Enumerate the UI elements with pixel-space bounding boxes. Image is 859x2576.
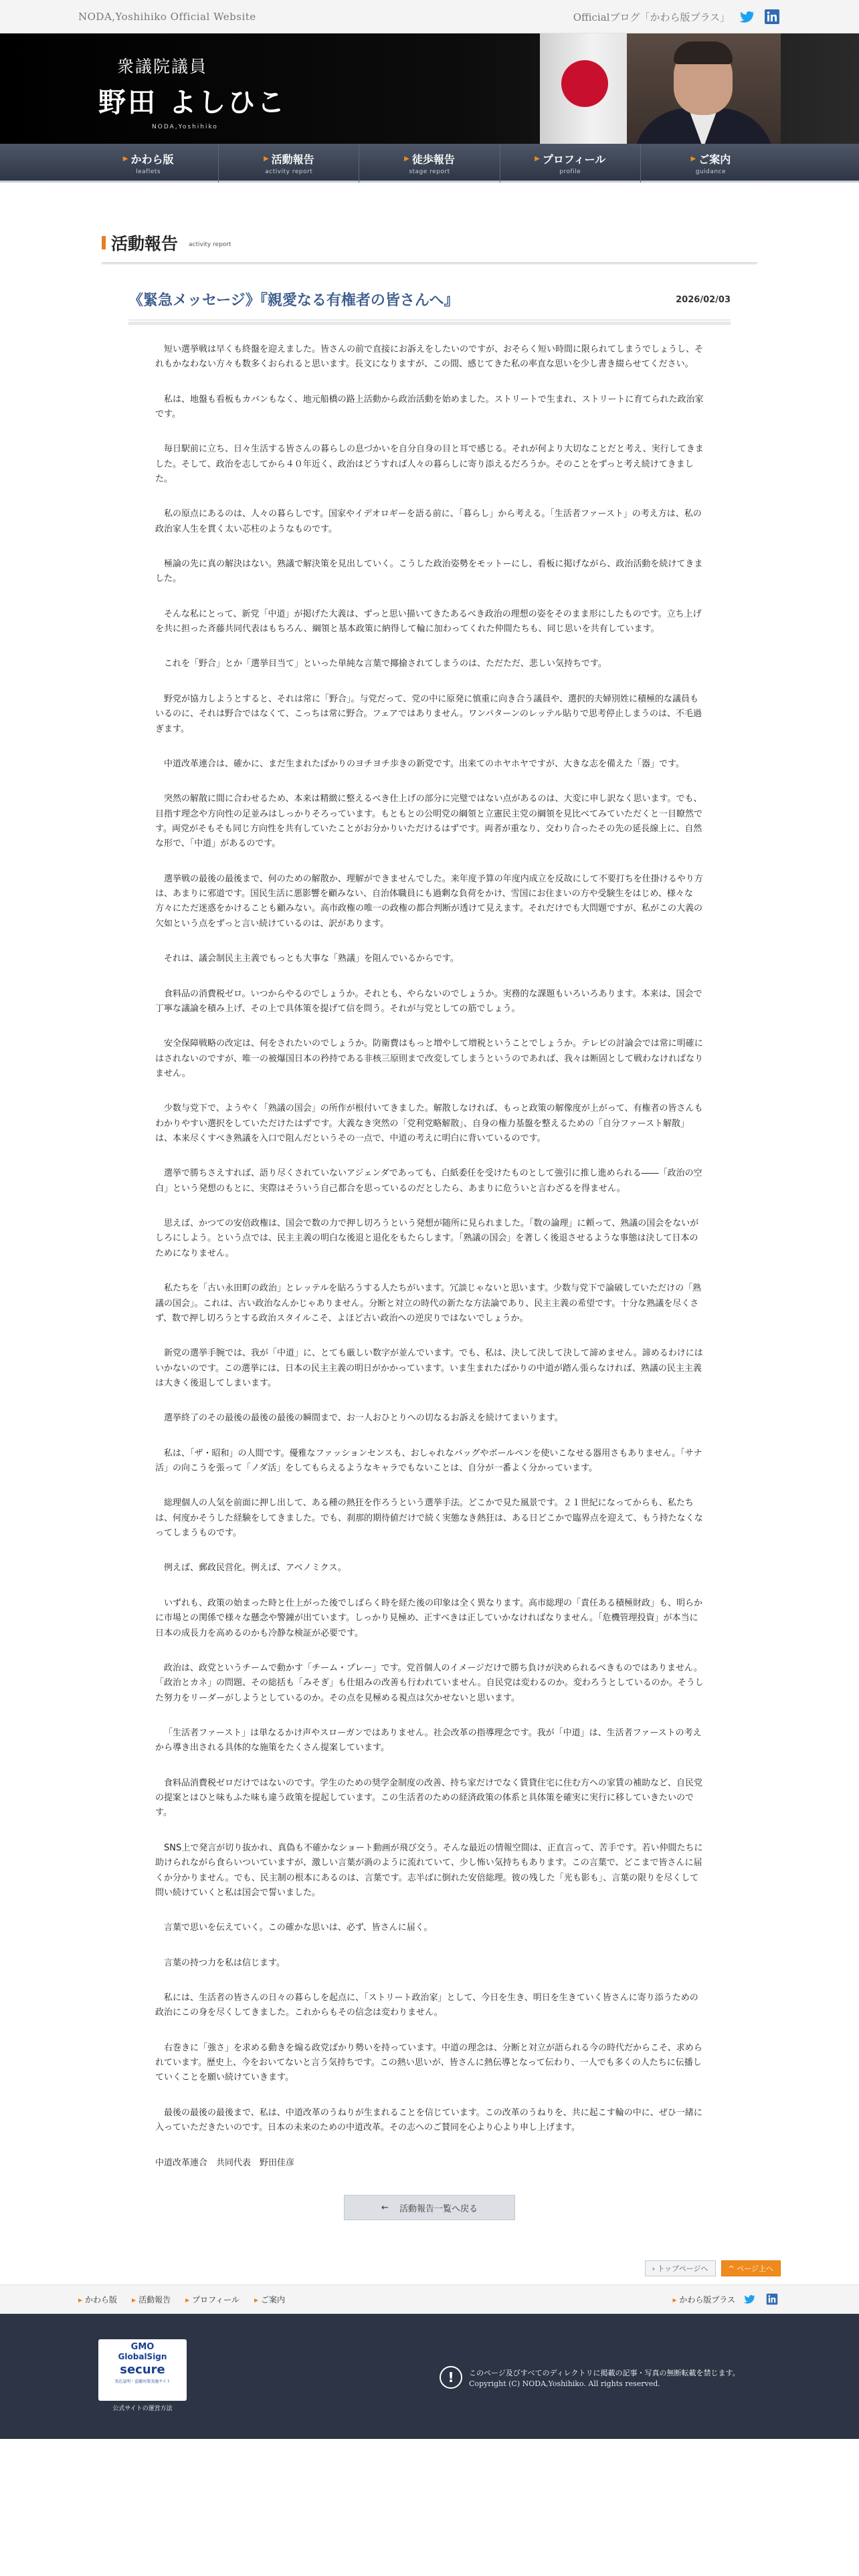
nav-sublabel: profile bbox=[559, 169, 581, 175]
footer-link-label: ご案内 bbox=[260, 2294, 285, 2304]
article-paragraph: これを「野合」とか「選挙目当て」といった単純な言葉で揶揄されてしまうのは、ただただ、悲しい気持ちです。 bbox=[164, 659, 607, 669]
nav-item-guidance[interactable] bbox=[640, 144, 781, 183]
nav-sublabel: leaflets bbox=[136, 169, 161, 175]
nav-label: かわら版 bbox=[130, 153, 174, 166]
exclamation-icon: ! bbox=[440, 2366, 462, 2389]
japan-flag-image bbox=[540, 33, 627, 144]
caret-right-icon: ▶ bbox=[535, 155, 540, 163]
article-paragraph: 言葉で思いを伝えていく。この確かな思いは、必ず、皆さんに届く。 bbox=[164, 1923, 433, 1933]
header-office: 衆議院議員 bbox=[117, 57, 208, 76]
seal-name: GlobalSign bbox=[118, 2352, 167, 2362]
caret-right-icon: ▸ bbox=[672, 2294, 677, 2304]
article-body bbox=[155, 342, 704, 2169]
article-paragraph: 毎日駅前に立ち、日々生活する皆さんの暮らしの息づかいを自分自身の目と耳で感じる。それが何より大切なことだと考え、実行してきました。そして、政治を志してから４０年近く、政治はどうすれば人々の暮らしに寄り添えるだろうか。そのことをずっと考え続けてきました。 bbox=[155, 444, 704, 484]
nav-label: 活動報告 bbox=[271, 153, 314, 166]
title-divider bbox=[128, 322, 731, 325]
nav-sublabel: activity report bbox=[265, 169, 313, 175]
article-paragraph: 言葉の持つ力を私は信じます。 bbox=[164, 1957, 285, 1968]
article-paragraph: 政治は、政党というチームで動かす「チーム・プレー」です。党首個人のイメージだけで勝ち負けが決められるべきものではありません。「政治とカネ」の問題、その総括も「みそぎ」も仕組みの改善も行われていません。自民党は変わるのか。変わろうとしているのか。そうした努力をリーダーがしようとしているのか。その点を見極める視点は欠かせないと思います。 bbox=[155, 1662, 704, 1703]
header-name: 野田 よしひこ bbox=[98, 86, 287, 118]
nav-sublabel: guidance bbox=[695, 169, 727, 175]
article-paragraph: 短い選挙戦は早くも終盤を迎えました。皆さんの前で直接にお訴えをしたいのですが、おそらく短い時間に限られてしまうでしょうし、それもかなわない方々も数多くおられると思います。長文になりますが、この間、感じてきた私の率直な思いを少し書き綴らせてください。 bbox=[155, 344, 704, 370]
nav-item-stage-report[interactable] bbox=[359, 144, 499, 183]
footer-blog-link[interactable] bbox=[672, 2294, 735, 2305]
article-paragraph: 「生活者ファースト」は単なるかけ声やスローガンではありません。社会改革の指導理念です。我が「中道」は、生活者ファーストの考えから導き出される具体的な施策をたくさん提案しています。 bbox=[155, 1728, 702, 1753]
nav-label: 徒歩報告 bbox=[411, 153, 455, 166]
footer-link-profile[interactable] bbox=[185, 2294, 240, 2305]
page-links bbox=[78, 2260, 781, 2276]
article-paragraph: いずれも、政策の始まった時と仕上がった後でしばらく時を経た後の印象は全く異なります。高市総理の「責任ある積極財政」も、明らかに市場との関係で様々な懸念や警鐘が出ています。しっかり見極め、正すべきは正していかなければなりません。「危機管理投資」が本当に日本の成長力を高めるのかも冷静な検証が必要です。 bbox=[155, 1598, 702, 1638]
caret-right-icon: ▸ bbox=[132, 2294, 136, 2304]
article-title: 《緊急メッセージ》『親愛なる有権者の皆さんへ』 bbox=[128, 292, 459, 309]
article-paragraph: 最後の最後の最後まで、私は、中道改革のうねりが生まれることを信じています。この改革のうねりを、共に起こす輪の中に、ぜひ一緒に入っていただきたいのです。日本の未来のための中道改革。その志へのご賛同を心より心より申し上げます。 bbox=[155, 2107, 702, 2133]
section-marker bbox=[102, 236, 106, 249]
twitter-icon[interactable] bbox=[741, 2290, 758, 2308]
nav-label: ご案内 bbox=[698, 153, 731, 166]
site-header bbox=[0, 33, 859, 144]
article-paragraph: 中道改革連合は、確かに、まだ生まれたばかりのヨチヨチ歩きの新党です。出来てのホヤホヤですが、大きな志を備えた「器」です。 bbox=[164, 758, 684, 769]
article-signature: 中道改革連合 共同代表 野田佳彦 bbox=[155, 2158, 295, 2169]
nav-sublabel: stage report bbox=[409, 169, 450, 175]
seal-small-text: 実在証明・盗聴対策実施サイト bbox=[114, 2379, 171, 2385]
footer-link-leaflets[interactable] bbox=[78, 2294, 117, 2305]
article-paragraph: それは、議会制民主主義でもっとも大事な「熟議」を阻んでいるからです。 bbox=[164, 954, 459, 964]
caret-right-icon: ▶ bbox=[122, 155, 128, 163]
caret-right-icon: ▸ bbox=[185, 2294, 190, 2304]
article-paragraph: 選挙戦の最後の最後まで、何のための解散か、理解ができませんでした。来年度予算の年度内成立を反故にして不要打ちを仕掛けるやり方は、あまりに邪道です。国民生活に悪影響を顧みない、自治体職員にも過剰な負荷をかけ、雪国にお住まいの方や受験生をはじめ、様々な方々にただ迷惑をかけることも顧みない。高市政権の唯一の政権の都合判断が透けて見えます。それだけでも大問題ですが、私がこの大義の欠如という点をずっと言い続けているのは、訳があります。 bbox=[155, 873, 703, 929]
seal-caption: 公式サイトの運営方法 bbox=[112, 2405, 173, 2413]
caret-right-icon: ▸ bbox=[78, 2294, 83, 2304]
article-paragraph: 私の原点にあるのは、人々の暮らしです。国家やイデオロギーを語る前に、「暮らし」から考える。「生活者ファースト」の考え方は、私の政治家人生を貫く太い芯柱のようなものです。 bbox=[155, 509, 702, 534]
site-footer bbox=[0, 2314, 859, 2439]
main-nav bbox=[0, 144, 859, 183]
nav-item-leaflets[interactable] bbox=[78, 144, 218, 183]
article-paragraph: 食料品の消費税ゼロ。いつからやるのでしょうか。それとも、やらないのでしょうか。実務的な課題もいろいろあります。本来は、国会で丁寧な議論を積み上げ、その上で具体策を提げて信を問う。それが与党としての筋でしょう。 bbox=[155, 988, 702, 1014]
nav-label: プロフィール bbox=[542, 153, 606, 166]
article-paragraph: 思えば、かつての安倍政権は、国会で数の力で押し切ろうという発想が随所に見られました。「数の論理」に頼って、熟議の国会をないがしろにしよう。という点では、民主主義の明白な後退と退化をもたらします。「熟議の国会」を著しく後退させるような事態は決して日本のためになりません。 bbox=[155, 1218, 699, 1259]
article-paragraph: 食料品消費税ゼロだけではないのです。学生のための奨学金制度の改善、持ち家だけでなく賃貸住宅に住む方への家賃の補助など、自民党の提案とはひと味もふた味も違う政策を提起しています。この生活者のための経済政策の体系と具体策を確実に実行に移していきたいのです。 bbox=[155, 1778, 702, 1818]
footer-blog-label: かわら版プラス bbox=[679, 2294, 735, 2304]
blog-link[interactable]: Officialブログ「かわら版プラス」 bbox=[573, 11, 730, 23]
nav-item-activity-report[interactable] bbox=[218, 144, 359, 183]
seal-secure: secure bbox=[120, 2363, 165, 2377]
article-paragraph: 少数与党下で、ようやく「熟議の国会」の所作が根付いてきました。解散しなければ、もっと政策の解像度が上がって、有権者の皆さんもわかりやすい選択をしていただけたはずです。大義なき突然の「党利党略解散」、自身の権力基盤を整えるための「自分ファースト解散」は、本来尽くすべき熟議を入口で阻んだというその一点で、中道の考えに明白に背いているのです。 bbox=[155, 1103, 703, 1144]
site-name[interactable]: NODA,Yoshihiko Official Website bbox=[78, 11, 256, 23]
header-name-roman: NODA,Yoshihiko bbox=[152, 124, 218, 130]
section-title-en: activity report bbox=[189, 241, 231, 248]
header-logo[interactable] bbox=[98, 53, 286, 130]
footer-link-label: 活動報告 bbox=[138, 2294, 171, 2304]
footer-nav bbox=[0, 2284, 859, 2314]
back-to-list-label: 活動報告一覧へ戻る bbox=[399, 2204, 478, 2214]
caret-right-icon: ▸ bbox=[254, 2294, 258, 2304]
article-paragraph: 私には、生活者の皆さんの日々の暮らしを起点に、「ストリート政治家」として、今日を生き、明日を生きていく皆さんに寄り添うための政治にこの身を尽くしてきました。これからもその信念は変わりません。 bbox=[155, 1992, 698, 2018]
article bbox=[128, 291, 731, 2168]
globalsign-seal[interactable] bbox=[98, 2339, 187, 2401]
caret-right-icon: ▶ bbox=[690, 155, 696, 163]
notice-text: このページ及びすべてのディレクトリに掲載の記事・写真の無断転載を禁じます。 bbox=[469, 2369, 740, 2378]
footer-notice bbox=[440, 2366, 740, 2389]
arrow-left-icon: ← bbox=[381, 2202, 389, 2213]
article-paragraph: 私たちを「古い永田町の政治」とレッテルを貼ろうする人たちがいます。冗談じゃないと思います。少数与党下で論破していただけの「熟議の国会」。これは、古い政治なんかじゃありません。分断と対立の時代の新たな方法論であり、民主主義の希望です。十分な熟議を尽くさず、数で押し切ろうとする政治スタイルこそ、よほど古い政治への逆戻りではないでしょうか。 bbox=[155, 1283, 702, 1323]
article-date: 2026/02/03 bbox=[676, 295, 731, 305]
article-paragraph: 右巻きに「強さ」を求める動きを煽る政党ばかり勢いを持っています。中道の理念は、分断と対立が語られる今の時代だからこそ、求められています。歴史上、今をおいてないと言う気持ちです。この熱い思いが、皆さんに熱伝導となって伝わり、一人でも多くの人たちに伝播していくことを願い続けていきます。 bbox=[155, 2042, 702, 2083]
article-paragraph: 極論の先に真の解決はない。熟議で解決策を見出していく。こうした政治姿勢をモットーにし、看板に掲げながら、政治活動を続けてきました。 bbox=[155, 559, 703, 584]
top-page-label: トップページへ bbox=[657, 2264, 708, 2274]
page-up-label: ページ上へ bbox=[737, 2264, 773, 2274]
footer-link-guidance[interactable] bbox=[254, 2294, 285, 2305]
page-up-button[interactable] bbox=[721, 2260, 781, 2276]
article-paragraph: 例えば、郵政民営化。例えば、アベノミクス。 bbox=[164, 1563, 347, 1574]
portrait-photo bbox=[627, 33, 781, 144]
article-paragraph: 突然の解散に間に合わせるため、本来は精緻に整えるべき仕上げの部分に完璧ではない点があるのは、大変に申し訳なく思います。でも、目指す理念や方向性の足並みはしっかりそろっています。もともとの公明党の綱領と立憲民主党の綱領を見比べてみていただくと一目瞭然です。両党がそもそも同じ方向性を共有していたことがお分かりいただけるはずです。両者が重なり、交わり合ったその先の延長線上に、自然な形で、「中道」があるのです。 bbox=[155, 794, 702, 849]
caret-right-icon: ▶ bbox=[404, 155, 409, 163]
linkedin-icon[interactable] bbox=[763, 8, 781, 25]
seal-gmo: GMO bbox=[130, 2342, 155, 2353]
back-to-list-button[interactable] bbox=[344, 2195, 515, 2220]
article-paragraph: SNS上で発言が切り抜かれ、真偽も不確かなショート動画が飛び交う。そんな最近の情報空間は、正直言って、苦手です。若い仲間たちに助けられながら食らいついていますが、激しい言葉が渦のように流れていて、少し怖い気持ちもあります。この言葉で、どこまで皆さんに届くか分かりません。でも、民主制の根本にあるのは、言葉です。志半ばに倒れた安倍総理。彼の残した「光も影も」、言葉の限りを尽くして問い続けていくと私は国会で誓いました。 bbox=[155, 1842, 703, 1898]
footer-link-label: プロフィール bbox=[192, 2294, 240, 2304]
article-paragraph: 選挙で勝ちさえすれば、語り尽くされていないアジェンダであっても、白紙委任を受けたものとして強引に推し進められる――「政治の空白」という発想のもとに、実際はそういう自己都合を思っているのだとしたら、あまりに危ういと言わざるを得ません。 bbox=[155, 1168, 702, 1194]
article-paragraph: 選挙終了のその最後の最後の最後の瞬間まで、お一人おひとりへの切なるお訴えを続けてまいります。 bbox=[164, 1413, 563, 1424]
copyright: Copyright (C) NODA,Yoshihiko. All rights reserved. bbox=[469, 2379, 660, 2388]
caret-right-icon: › bbox=[652, 2264, 658, 2274]
article-paragraph: 安全保障戦略の改定は、何をされたいのでしょうか。防衛費はもっと増やして増税ということでしょうか。テレビの討論会では常に明確にはされないのですが、唯一の被爆国日本の矜持である非核三原則まで改変してしまうというのであれば、我々は断固として戦わなければなりません。 bbox=[155, 1039, 704, 1079]
caret-right-icon: ▶ bbox=[263, 155, 269, 163]
linkedin-icon[interactable] bbox=[763, 2290, 781, 2308]
article-paragraph: そんな私にとって、新党「中道」が掲げた大義は、ずっと思い描いてきたあるべき政治の理想の姿をそのまま形にしたものです。立ち上げを共に担った斉藤共同代表はもちろん、綱領と基本政策に納得して輪に加わってくれた仲間たちも、同じ思いを共有しています。 bbox=[155, 609, 702, 635]
nav-item-profile[interactable] bbox=[500, 144, 640, 183]
top-bar bbox=[0, 0, 859, 33]
top-page-button[interactable] bbox=[645, 2260, 716, 2276]
caret-up-icon: ^ bbox=[728, 2264, 737, 2274]
section-title: 活動報告 bbox=[111, 233, 179, 253]
section-header bbox=[102, 223, 757, 264]
article-paragraph: 私は、「ザ・昭和」の人間です。優雅なファッションセンスも、おしゃれなバッグやボールペンを使いこなせる器用さもありません。「サナ活」の向こうを張って「ノダ活」をしてもらえるようなキャラでもないことは、自分が一番よく分かっています。 bbox=[155, 1448, 702, 1474]
article-paragraph: 野党が協力しようとすると、それは常に「野合」。与党だって、党の中に原発に慎重に向き合う議員や、選択的夫婦別姓に積極的な議員もいるのに、それは野合ではなくて、こっちは常に野合。フェアではありません。ワンパターンのレッテル貼りで思考停止しまうのは、不毛過ぎます。 bbox=[155, 693, 702, 734]
twitter-icon[interactable] bbox=[738, 8, 755, 25]
article-paragraph: 新党の選挙手腕では、我が「中道」に、とても厳しい数字が並んでいます。でも、私は、決して決して決して諦めません。諦めるわけにはいかないのです。この選挙には、日本の民主主義の明日がかかっています。いま生まれたばかりの中道が踏ん張らなければ、熟議の民主主義は大きく後退してしまいます。 bbox=[155, 1348, 703, 1388]
footer-link-activity-report[interactable] bbox=[132, 2294, 171, 2305]
article-paragraph: 総理個人の人気を前面に押し出して、ある種の熱狂を作ろうという選挙手法。どこかで見た風景です。２１世紀になってからも、私たちは、何度かそうした経験をしてきました。でも、刹那的期待値だけで続く実態なき熱狂は、ある日どこかで臨界点を迎えて、もう持たなくなってしまうものです。 bbox=[155, 1498, 703, 1539]
footer-link-label: かわら版 bbox=[85, 2294, 118, 2304]
article-paragraph: 私は、地盤も看板もカバンもなく、地元船橋の路上活動から政治活動を始めました。ストリートで生まれ、ストリートに育てられた政治家です。 bbox=[155, 394, 704, 419]
